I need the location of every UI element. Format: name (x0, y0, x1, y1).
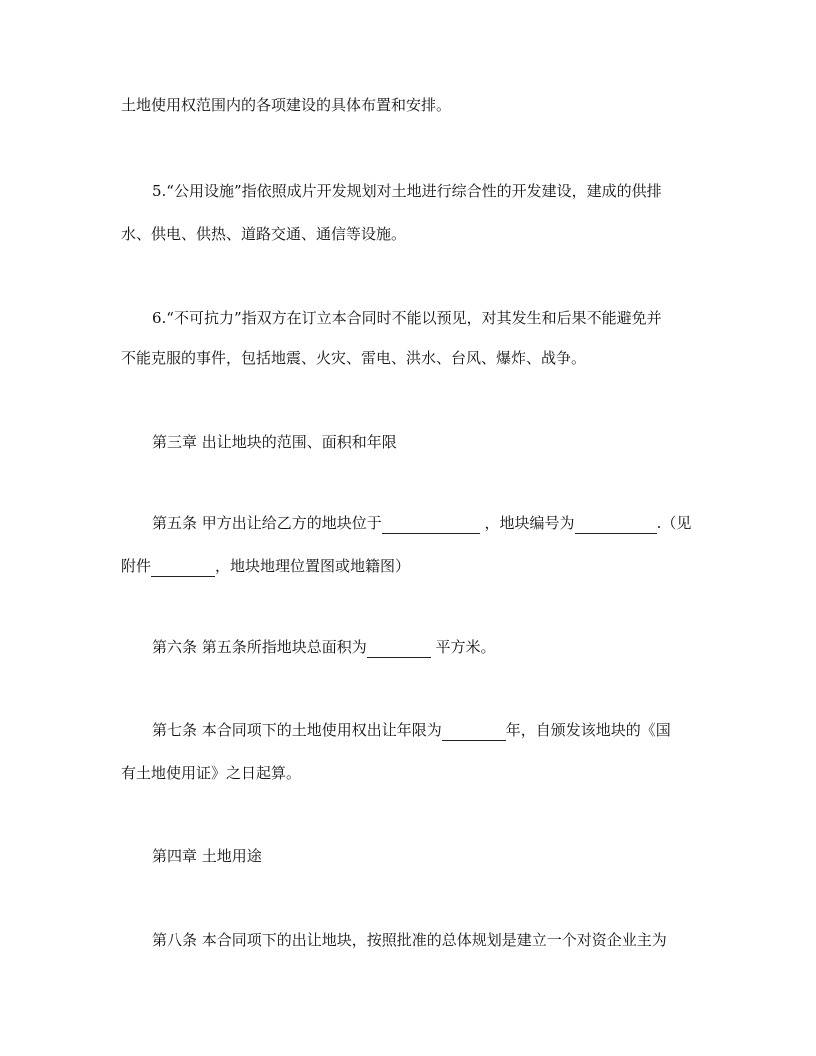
paragraph-line: 6.“不可抗力”指双方在订立本合同时不能以预见，对其发生和后果不能避免并 (152, 309, 662, 327)
article-text: ，地块地理位置图或地籍图） (215, 557, 411, 575)
paragraph-line: 水、供电、供热、道路交通、通信等设施。 (121, 225, 407, 243)
term-years-blank (442, 720, 506, 741)
article-text: 第五条 甲方出让给乙方的地块位于 (152, 514, 382, 532)
article-text: ，地块编号为 (479, 514, 575, 532)
article-text: 年，自颁发该地块的《国 (505, 721, 671, 739)
article-5-line-2 (121, 556, 410, 576)
article-7-line (152, 720, 671, 740)
location-blank (382, 513, 480, 534)
article-5-line (152, 513, 691, 533)
article-6-line (152, 637, 496, 657)
chapter-heading: 第四章 土地用途 (152, 847, 262, 865)
article-text: .（见 (656, 514, 692, 532)
paragraph-line: 有土地使用证》之日起算。 (121, 764, 302, 782)
attachment-blank (151, 556, 215, 577)
article-text: 第七条 本合同项下的土地使用权出让年限为 (152, 721, 442, 739)
chapter-heading: 第三章 出让地块的范围、面积和年限 (152, 433, 397, 451)
paragraph-line: 第八条 本合同项下的出让地块，按照批准的总体规划是建立一个对资企业主为 (152, 931, 667, 949)
article-text: 附件 (121, 557, 152, 575)
area-blank (367, 637, 431, 658)
paragraph-line: 不能克服的事件，包括地震、火灾、雷电、洪水、台风、爆炸、战争。 (121, 349, 587, 367)
parcel-number-blank (575, 513, 657, 534)
paragraph-line: 土地使用权范围内的各项建设的具体布置和安排。 (121, 96, 452, 114)
article-text: 第六条 第五条所指地块总面积为 (152, 638, 367, 656)
article-text: 平方米。 (430, 638, 496, 656)
paragraph-line: 5.“公用设施”指依照成片开发规划对土地进行综合性的开发建设，建成的供排 (152, 182, 662, 200)
